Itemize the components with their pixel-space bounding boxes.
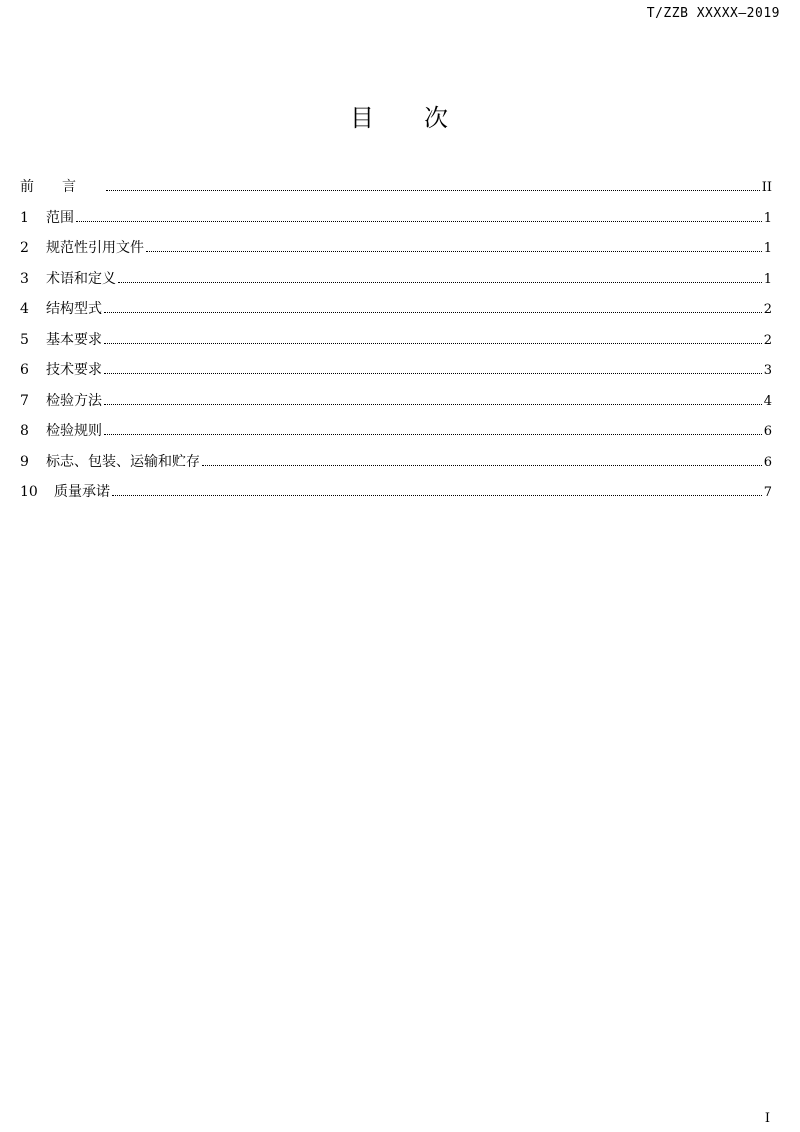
toc-entry-number: 1	[20, 209, 29, 226]
toc-entry-label: 范围	[46, 209, 74, 226]
toc-entry-label: 基本要求	[46, 331, 102, 348]
toc-title	[0, 98, 800, 133]
toc-entry-10[interactable]	[20, 481, 772, 512]
toc-entry-page: 1	[763, 210, 772, 226]
toc-entry-6[interactable]	[20, 359, 772, 390]
toc-entry-number: 10	[20, 484, 38, 500]
toc-entry-number: 7	[20, 392, 29, 409]
toc-entry-label: 检验规则	[46, 423, 102, 439]
toc-entry-1[interactable]	[20, 207, 772, 238]
toc-entry-label: 前言	[20, 179, 104, 195]
toc-leader-dots	[104, 312, 762, 313]
toc-entry-number: 3	[20, 270, 29, 287]
toc-entry-8[interactable]	[20, 420, 772, 451]
toc-entry-label: 结构型式	[46, 301, 102, 317]
toc-entry-page: 1	[763, 271, 772, 287]
toc-entry-page: 3	[763, 363, 772, 378]
page-number: I	[764, 1111, 770, 1126]
document-code: T/ZZB XXXXX—2019	[646, 6, 780, 21]
toc-entry-number: 2	[20, 240, 29, 256]
toc-entry-page: 2	[763, 302, 772, 317]
toc-entry-label: 术语和定义	[46, 270, 116, 287]
toc-entry-page: II	[761, 180, 772, 195]
toc-entry-page: 7	[763, 485, 772, 500]
toc-leader-dots	[106, 190, 760, 191]
toc-entry-label: 质量承诺	[54, 484, 110, 500]
toc-entry-4[interactable]	[20, 298, 772, 329]
toc-leader-dots	[104, 404, 762, 405]
toc-leader-dots	[104, 343, 762, 344]
toc-title-char-2: 次	[424, 104, 450, 132]
toc-entry-preface[interactable]	[20, 176, 772, 207]
toc-leader-dots	[112, 495, 762, 496]
toc-leader-dots	[118, 282, 762, 283]
toc-entry-number: 9	[20, 453, 29, 470]
toc-entry-number: 4	[20, 301, 29, 317]
toc-entry-page: 6	[763, 424, 772, 439]
toc-leader-dots	[76, 221, 762, 222]
toc-entry-3[interactable]	[20, 268, 772, 299]
toc-entry-label: 规范性引用文件	[46, 240, 144, 256]
toc-entry-label: 标志、包装、运输和贮存	[46, 453, 200, 470]
toc-leader-dots	[202, 465, 762, 466]
toc-entry-number: 8	[20, 423, 29, 439]
toc-entry-5[interactable]	[20, 329, 772, 360]
toc-entry-number: 5	[20, 331, 29, 348]
toc-entry-label: 技术要求	[46, 362, 102, 378]
toc-entry-7[interactable]	[20, 390, 772, 421]
toc-entry-9[interactable]	[20, 451, 772, 482]
toc-leader-dots	[146, 251, 762, 252]
toc-entry-number: 6	[20, 362, 29, 378]
toc-entry-page: 1	[763, 241, 772, 256]
toc-leader-dots	[104, 434, 762, 435]
toc-entry-2[interactable]	[20, 237, 772, 268]
toc-leader-dots	[104, 373, 762, 374]
toc-entry-label: 检验方法	[46, 392, 102, 409]
toc-entry-page: 6	[763, 454, 772, 470]
toc-entry-page: 2	[763, 332, 772, 348]
table-of-contents	[20, 176, 772, 512]
toc-entry-page: 4	[763, 393, 772, 409]
toc-title-char-1: 目	[350, 104, 376, 132]
